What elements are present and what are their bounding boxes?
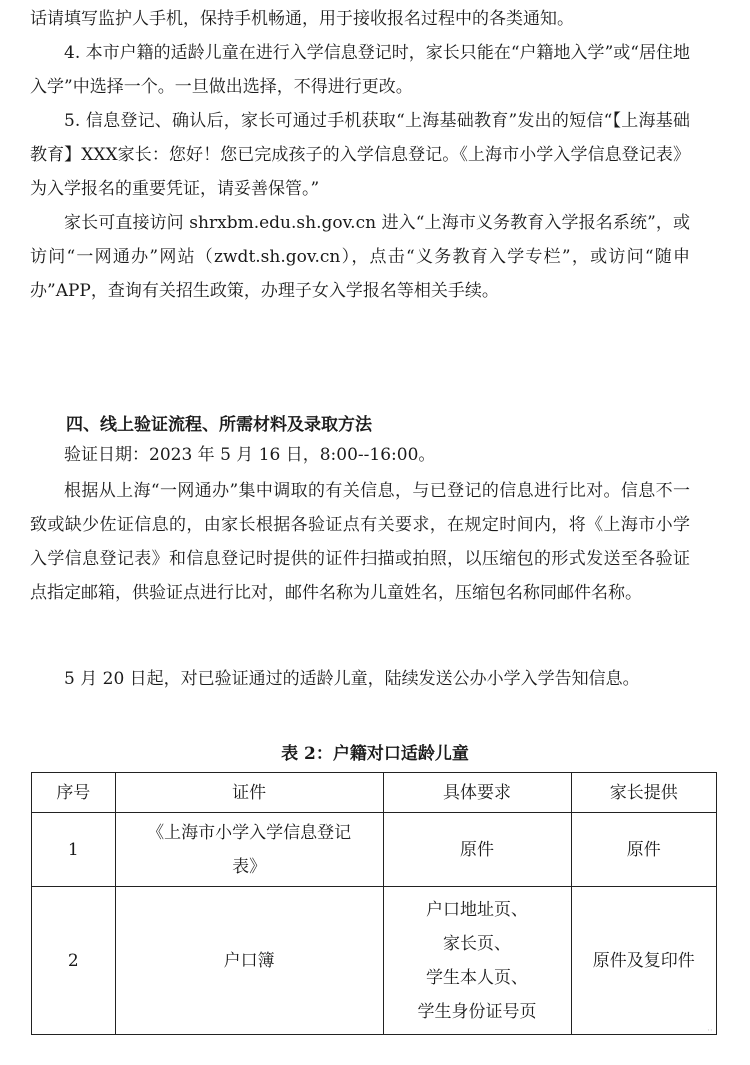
- paragraph-website-info: 家长可直接访问 shrxbm.edu.sh.gov.cn 进入“上海市义务教育入学报名系统”，或访问“一网通办”网站（zwdt.sh.gov.cn），点击“义务教育入学专栏”，或访问“随申办”APP，查询有关招生政策，办理子女入学报名等相关手续。: [30, 213, 690, 301]
- cell-row2-requirement-line2: 家长页、: [443, 933, 512, 954]
- header-cell-document: 证件: [115, 773, 383, 813]
- cell-row1-document-line1: 《上海市小学入学信息登记: [147, 822, 352, 843]
- cell-row1-provide: 原件: [571, 813, 717, 887]
- table-row: [32, 813, 717, 887]
- requirements-table: [31, 772, 717, 1035]
- cell-row2-document: 户口簿: [115, 887, 383, 1035]
- table-row: [32, 887, 717, 1035]
- section-heading: 四、线上验证流程、所需材料及录取方法: [66, 415, 372, 435]
- verification-date: 验证日期：2023 年 5 月 16 日，8:00--16:00。: [64, 445, 436, 465]
- cell-row1-document: [115, 813, 383, 887]
- cell-row2-no: 2: [32, 887, 116, 1035]
- paragraph-verification-process: 根据从上海“一网通办”集中调取的有关信息，与已登记的信息进行比对。信息不一致或缺少佐证信息的，由家长根据各验证点有关要求，在规定时间内，将《上海市小学入学信息登记表》和信息登记时提供的证件扫描或拍照，以压缩包的形式发送至各验证点指定邮箱，供验证点进行比对，邮件名称为儿童姓名，压缩包名称同邮件名称。: [30, 481, 690, 603]
- table-header-row: [32, 773, 717, 813]
- paragraph-item-4: 4. 本市户籍的适龄儿童在进行入学信息登记时，家长只能在“户籍地入学”或“居住地入学”中选择一个。一旦做出选择，不得进行更改。: [30, 43, 690, 97]
- paragraph-guardian-phone: 话请填写监护人手机，保持手机畅通，用于接收报名过程中的各类通知。: [30, 9, 574, 29]
- paragraph-item-5: 5. 信息登记、确认后，家长可通过手机获取“上海基础教育”发出的短信“【上海基础教育】XXX家长：您好！您已完成孩子的入学信息登记。《上海市小学入学信息登记表》为入学报名的重要凭证，请妥善保管。”: [30, 111, 690, 199]
- cell-row2-provide: 原件及复印件: [571, 887, 717, 1035]
- header-cell-no: 序号: [32, 773, 116, 813]
- header-cell-requirement: 具体要求: [383, 773, 571, 813]
- cell-row2-requirement-line1: 户口地址页、: [426, 899, 529, 920]
- cell-row1-no: 1: [32, 813, 116, 887]
- cell-row2-requirement: [383, 887, 571, 1035]
- cell-row1-requirement: 原件: [383, 813, 571, 887]
- header-cell-provide: 家长提供: [571, 773, 717, 813]
- cell-row2-requirement-line3: 学生本人页、: [426, 967, 529, 988]
- table-caption: 表 2：户籍对口适龄儿童: [281, 744, 469, 764]
- cell-row2-requirement-line4: 学生身份证号页: [417, 1001, 537, 1022]
- paragraph-admission-notice: 5 月 20 日起，对已验证通过的适龄儿童，陆续发送公办小学入学告知信息。: [64, 669, 640, 689]
- scan-artifact-mark: ··: [707, 1026, 713, 1036]
- cell-row1-document-line2: 表》: [232, 856, 267, 877]
